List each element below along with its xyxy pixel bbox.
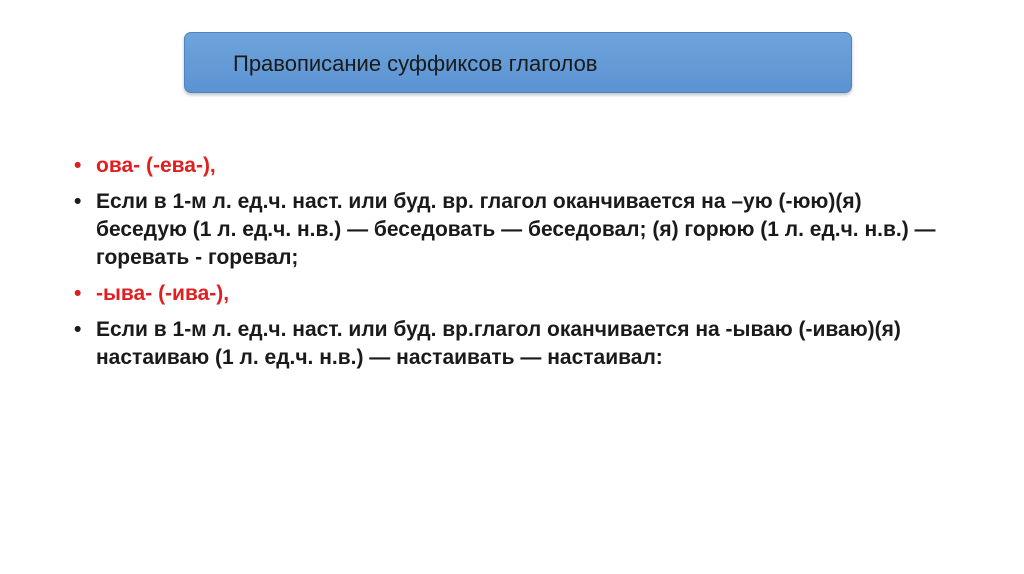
list-item-text: Если в 1-м л. ед.ч. наст. или буд. вр. глагол оканчивается на –ую (-юю)(я) беседую (1 л. ед.ч. н.в.) — беседовать — беседовал; (я) горюю (1 л. ед.ч. н.в.) — горевать - горевал; bbox=[96, 190, 936, 269]
list-item-text: Если в 1-м л. ед.ч. наст. или буд. вр.глагол оканчивается на -ываю (-иваю)(я) настаиваю (1 л. ед.ч. н.в.) — настаивать — настаивал: bbox=[96, 318, 901, 369]
bullet-list bbox=[72, 152, 952, 380]
list-item-rule-yva bbox=[72, 316, 952, 372]
bullet-icon: • bbox=[74, 154, 82, 177]
list-item-rule-ova bbox=[72, 188, 952, 272]
bullet-icon: • bbox=[74, 318, 82, 341]
slide-title: Правописание суффиксов глаголов bbox=[233, 51, 598, 76]
bullet-icon: • bbox=[74, 190, 82, 213]
title-box bbox=[184, 32, 852, 93]
list-item-suffix-ova bbox=[72, 152, 952, 180]
list-item-text: ова- (-ева-), bbox=[96, 154, 216, 177]
bullet-icon: • bbox=[74, 282, 82, 305]
list-item-text: -ыва- (-ива-), bbox=[96, 282, 230, 305]
list-item-suffix-yva bbox=[72, 280, 952, 308]
